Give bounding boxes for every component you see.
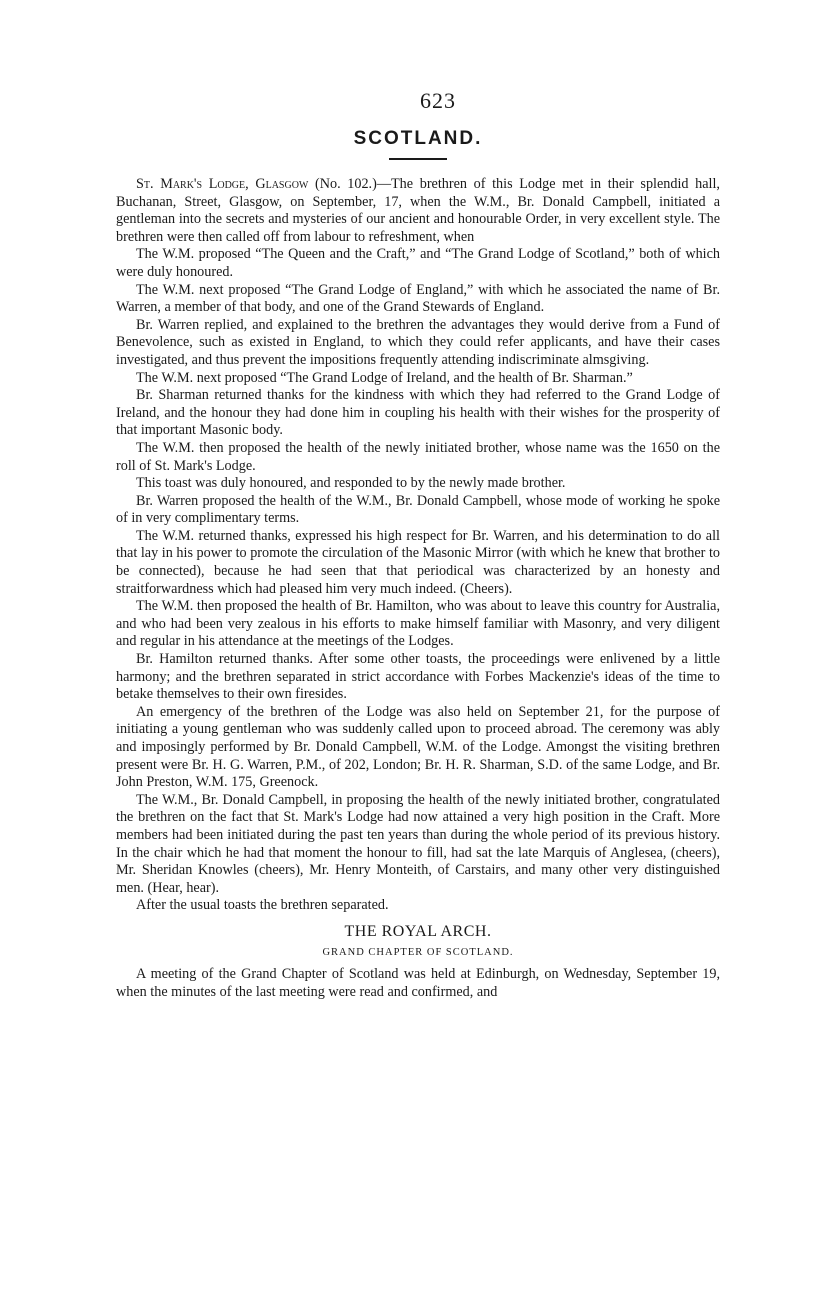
paragraph: A meeting of the Grand Chapter of Scotland was held at Edinburgh, on Wednesday, September 19, when the minutes of the last meeting were read and confirmed, and [116, 965, 720, 1000]
article-body [116, 176, 720, 915]
paragraph: The W.M. returned thanks, expressed his high respect for Br. Warren, and his determination to do all that lay in his power to promote the circulation of the Masonic Mirror (with which he knew that brother to be connected), because he had seen that that periodical was characterized by an honesty and straitforwardness which had pleased him very much indeed. (Cheers). [116, 527, 720, 597]
paragraph: An emergency of the brethren of the Lodge was also held on September 21, for the purpose of initiating a young gentleman who was suddenly called upon to proceed abroad. The ceremony was ably and imposingly performed by Br. Donald Campbell, W.M. of the Lodge. Amongst the visiting brethren present were Br. H. G. Warren, P.M., of 202, London; Br. H. R. Sharman, S.D. of the same Lodge, and Br. John Preston, W.M. 175, Greenock. [116, 703, 720, 791]
paragraph [116, 176, 720, 246]
lodge-name-lead: St. Mark's Lodge, Glasgow [136, 176, 309, 192]
paragraph: Br. Sharman returned thanks for the kindness with which they had referred to the Grand Lodge of Ireland, and the honour they had done him in coupling his health with their wishes for the prosperity of that important Masonic body. [116, 387, 720, 439]
page-number: 623 [420, 88, 456, 113]
paragraph: The W.M., Br. Donald Campbell, in proposing the health of the newly initiated brother, congratulated the brethren on the fact that St. Mark's Lodge had now attained a very high position in the Craft. More members had been initiated during the past ten years than during the whole period of its previous history. In the chair which he had that moment the honour to fill, had sat the late Marquis of Anglesea, (cheers), Mr. Sheridan Knowles (cheers), Mr. Henry Monteith, of Carstairs, and many other very distinguished men. (Hear, hear). [116, 791, 720, 896]
paragraph: Br. Hamilton returned thanks. After some other toasts, the proceedings were enlivened by a little harmony; and the brethren separated in strict accordance with Forbes Mackenzie's ideas of the time to betake themselves to their own firesides. [116, 651, 720, 703]
paragraph-text: (No. 102.)—The brethren of this Lodge met in their splendid hall, Buchanan, Street, Glasgow, on September, 17, when the W.M., Br. Donald Campbell, initiated a gentleman into the secrets and mysteries of our ancient and honourable Order, in very excellent style. The brethren were then called off from labour to refreshment, when [116, 176, 720, 245]
title-divider [389, 158, 447, 160]
paragraph: The W.M. next proposed “The Grand Lodge of England,” with which he associated the name of Br. Warren, a member of that body, and one of the Grand Stewards of England. [116, 281, 720, 316]
paragraph: The W.M. next proposed “The Grand Lodge of Ireland, and the health of Br. Sharman.” [136, 369, 633, 386]
section-title: SCOTLAND. [353, 128, 483, 149]
paragraph: Br. Warren replied, and explained to the brethren the advantages they would derive from a Fund of Benevolence, such as existed in England, to which they could refer applicants, and have their cases investigated, and thus prevent the impositions frequently attending indiscriminate almsgiving. [116, 316, 720, 368]
paragraph: The W.M. then proposed the health of Br. Hamilton, who was about to leave this country for Australia, and who had been very zealous in his efforts to make himself familiar with Masonry, and very diligent and regular in his attendance at the meetings of the Lodges. [116, 598, 720, 650]
paragraph: The W.M. proposed “The Queen and the Craft,” and “The Grand Lodge of Scotland,” both of which were duly honoured. [116, 246, 720, 280]
subsection-body [116, 966, 720, 1001]
paragraph: Br. Warren proposed the health of the W.M., Br. Donald Campbell, whose mode of working he spoke of in very complimentary terms. [116, 492, 720, 527]
paragraph: This toast was duly honoured, and responded to by the newly made brother. [136, 475, 566, 492]
document-page [116, 88, 720, 1001]
paragraph: After the usual toasts the brethren separated. [136, 897, 389, 914]
paragraph: The W.M. then proposed the health of the newly initiated brother, whose name was the 1650 on the roll of St. Mark's Lodge. [116, 439, 720, 474]
subsection-subtitle: GRAND CHAPTER OF SCOTLAND. [322, 946, 514, 958]
subsection-title: THE ROYAL ARCH. [344, 922, 492, 940]
